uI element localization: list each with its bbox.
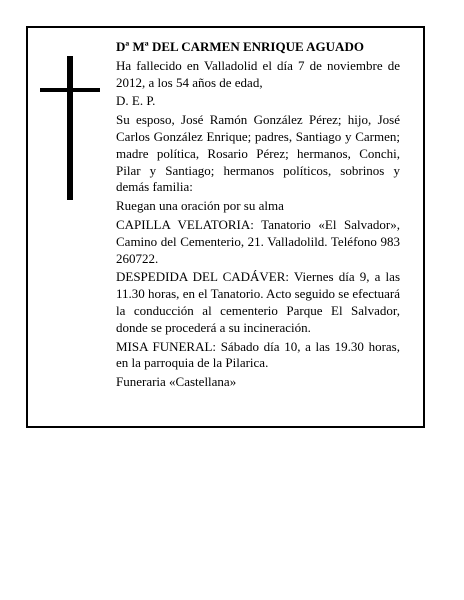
prayer-request: Ruegan una oración por su alma xyxy=(116,198,284,214)
funeral-home: Funeraria «Castellana» xyxy=(116,374,237,390)
obituary-text xyxy=(116,39,400,393)
wake-chapel-info: CAPILLA VELATORIA: Tanatorio «El Salvador», Camino del Cementerio, 21. Valladolild. Teléfono 983 260722. xyxy=(116,216,400,266)
funeral-mass-info: MISA FUNERAL: Sábado día 10, a las 19.30 horas, en la parroquia de la Pilarica. xyxy=(116,338,400,371)
cross-horizontal-bar xyxy=(40,88,100,92)
death-announcement: Ha fallecido en Valladolid el día 7 de noviembre de 2012, a los 54 años de edad, xyxy=(116,57,400,90)
rip-line: D. E. P. xyxy=(116,93,156,109)
obituary-notice xyxy=(26,26,425,428)
cross-vertical-bar xyxy=(67,56,73,200)
cross-icon xyxy=(40,56,100,200)
family-list: Su esposo, José Ramón González Pérez; hijo, José Carlos González Enrique; padres, Santiago y Carmen; madre política, Rosario Pérez; hermanos, Conchi, Pilar y Santiago; hermanos políticos, sobrinos y demás familia: xyxy=(116,112,400,195)
deceased-name: Dª Mª DEL CARMEN ENRIQUE AGUADO xyxy=(116,39,364,54)
farewell-info: DESPEDIDA DEL CADÁVER: Viernes día 9, a las 11.30 horas, en el Tanatorio. Acto seguido se efectuará la conducción al cementerio Parque El Salvador, donde se procederá a su incineración. xyxy=(116,269,400,335)
